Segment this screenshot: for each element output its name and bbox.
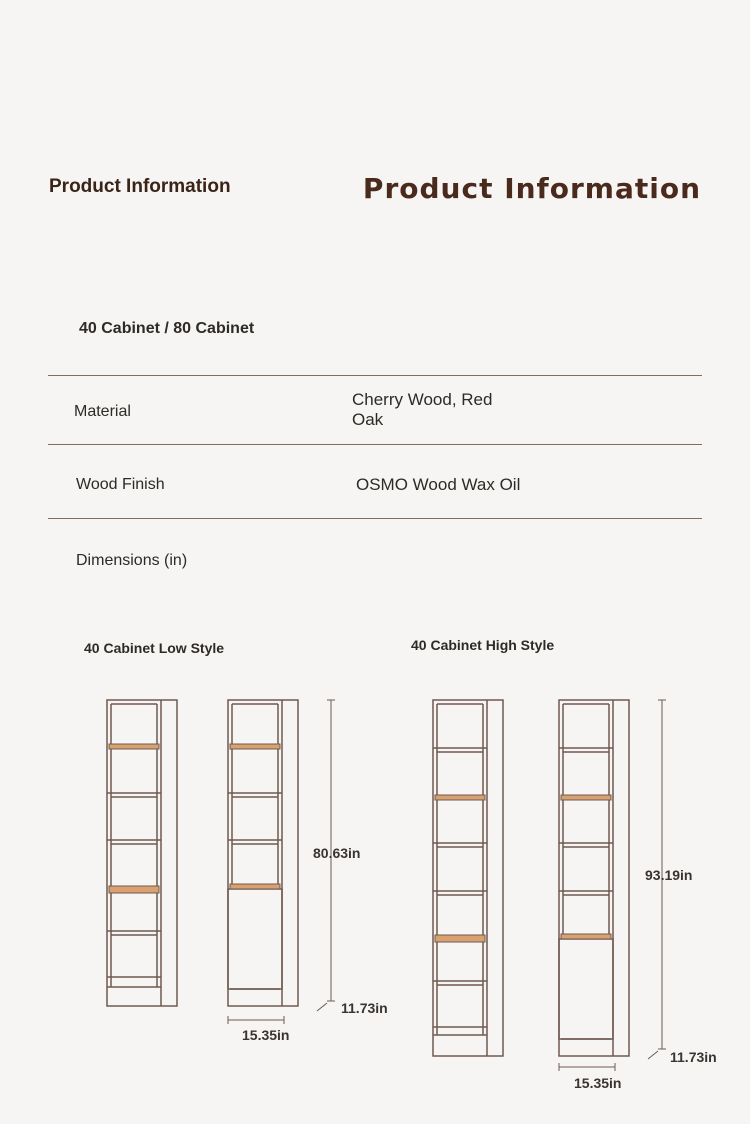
high-width-label: 15.35in [574, 1075, 622, 1091]
product-subtitle: 40 Cabinet / 80 Cabinet [79, 320, 255, 337]
high-open-cabinet-drawing [430, 697, 506, 1059]
high-dimension-lines [556, 695, 676, 1080]
dimensions-label: Dimensions (in) [76, 552, 188, 569]
header-title-large: Product Information [362, 172, 701, 205]
low-dimension-lines [225, 695, 345, 1030]
divider [48, 518, 702, 519]
header-title-small: Product Information [49, 176, 231, 197]
high-style-label: 40 Cabinet High Style [411, 637, 555, 653]
divider [48, 444, 702, 445]
low-height-label: 80.63in [313, 845, 361, 861]
low-width-label: 15.35in [242, 1027, 290, 1043]
low-open-cabinet-drawing [104, 697, 180, 1009]
high-depth-label: 11.73in [670, 1049, 717, 1065]
high-height-label: 93.19in [645, 867, 693, 883]
material-label: Material [74, 403, 131, 420]
divider [48, 375, 702, 376]
wood-finish-value: OSMO Wood Wax Oil [356, 475, 521, 494]
low-depth-label: 11.73in [341, 1000, 388, 1016]
low-style-label: 40 Cabinet Low Style [84, 640, 225, 656]
material-value: Cherry Wood, Red Oak [352, 390, 493, 429]
wood-finish-label: Wood Finish [76, 476, 165, 493]
